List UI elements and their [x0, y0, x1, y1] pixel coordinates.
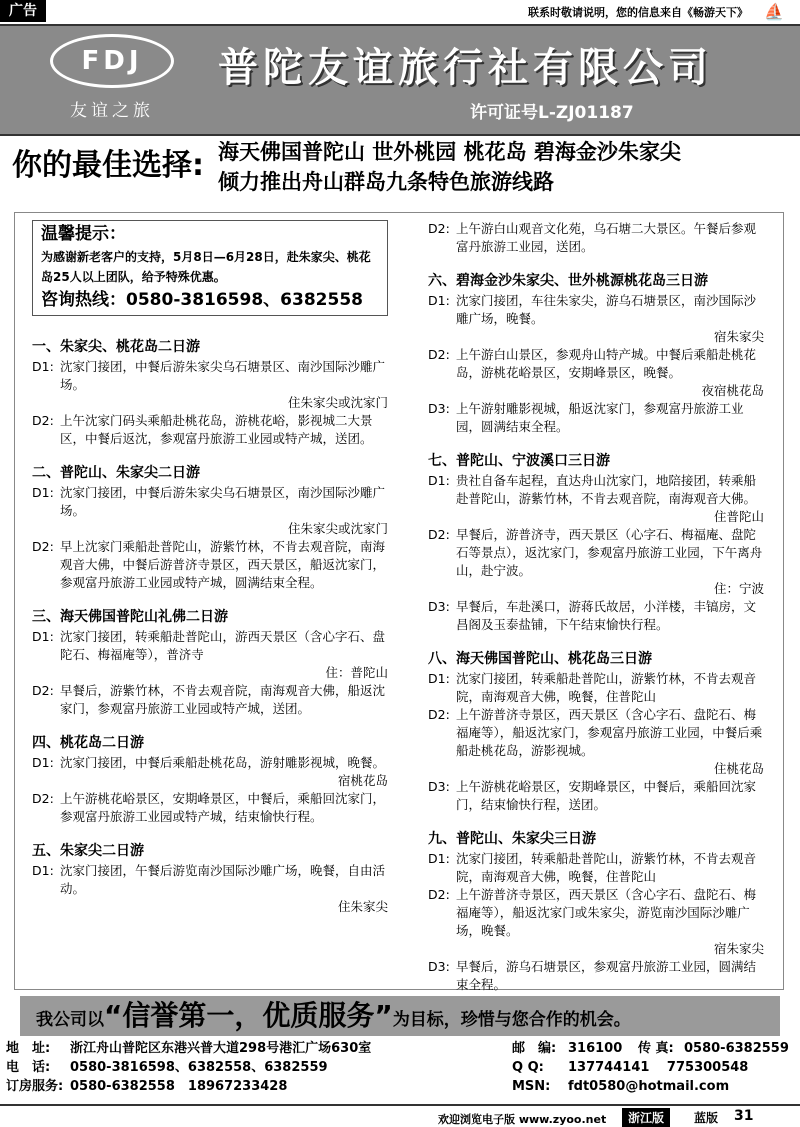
best-choice-heading: 你的最佳选择:: [12, 148, 204, 183]
day-description: 上午游桃花峪景区，安期峰景区，中餐后，乘船回沈家门，参观富丹旅游工业园或特产城，结束愉快行程。: [60, 791, 386, 824]
day-text: [456, 706, 764, 778]
slogan-post: 为目标，珍惜与您合作的机会。: [392, 1010, 631, 1030]
day-label: D1:: [428, 671, 450, 686]
company-logo: [42, 30, 182, 130]
day-description: 沈家门接团，中餐后游朱家尖乌石塘景区、南沙国际沙雕广场。: [60, 359, 386, 392]
day-text: [456, 292, 764, 346]
contact-row: [6, 1077, 794, 1096]
notice-box: [32, 220, 388, 316]
itinerary-day: [428, 670, 764, 706]
company-name: 普陀友谊旅行社有限公司: [218, 45, 713, 91]
day-text: [60, 790, 388, 826]
booking: 0580-6382558 18967233428: [70, 1079, 288, 1094]
left-route-list: [32, 338, 388, 916]
day-text: [60, 484, 388, 538]
day-text: [60, 628, 388, 682]
day-description: 上午游普济寺景区，西天景区（含心字石、盘陀石、梅福庵等），船返沈家门或朱家尖，游览南沙国际沙雕广场，晚餐。: [456, 887, 757, 938]
day-label: D1:: [32, 629, 54, 644]
accommodation: 住朱家尖: [337, 899, 388, 914]
itinerary-day: [32, 538, 388, 592]
routes-line: 倾力推出舟山群岛九条特色旅游线路: [218, 170, 554, 194]
booking-label: 订房服务:: [6, 1079, 64, 1094]
itinerary-day: [428, 598, 764, 634]
day-text: [456, 886, 764, 958]
day-text: [456, 220, 764, 256]
zip-label: 邮 编:: [512, 1041, 557, 1056]
slogan-bar: [20, 996, 780, 1036]
day-description: 上午游普济寺景区，西天景区（含心字石、盘陀石、梅福庵等），船返沈家门，参观富丹旅游工业园，中餐后乘船赴桃花岛，游影视城。: [456, 707, 763, 758]
day-label: D2:: [32, 791, 54, 806]
route-title: 八、海天佛国普陀山、桃花岛三日游: [428, 651, 652, 667]
day-description: 沈家门接团，中餐后游朱家尖乌石塘景区，南沙国际沙雕广场。: [60, 485, 386, 518]
accommodation: 住普陀山: [713, 509, 764, 524]
day-label: D2:: [32, 683, 54, 698]
accommodation: 住：普陀山: [325, 665, 388, 680]
itinerary-day: [428, 886, 764, 958]
route-block: [428, 220, 764, 256]
day-description: 早餐后，车赴溪口，游蒋氏故居，小洋楼，丰镐房，文昌阁及玉泰盐铺，下午结束愉快行程。: [456, 599, 757, 632]
day-description: 沈家门接团，午餐后游览南沙国际沙雕广场，晚餐，自由活动。: [60, 863, 386, 896]
route-title: 三、海天佛国普陀山礼佛二日游: [32, 609, 228, 625]
day-description: 沈家门接团，转乘船赴普陀山，游紫竹林，不肯去观音院，南海观音大佛，晚餐，住普陀山: [456, 851, 757, 884]
accommodation: 住朱家尖或沈家门: [287, 521, 388, 536]
route-title: 四、桃花岛二日游: [32, 735, 144, 751]
page-number: 31: [734, 1108, 754, 1124]
route-block: [428, 830, 764, 994]
itinerary-day: [428, 850, 764, 886]
qq-label: Q Q:: [512, 1060, 544, 1075]
hotline-label: 咨询热线：: [41, 290, 126, 310]
day-description: 上午游白山观音文化苑，乌石塘二大景区。午餐后参观富丹旅游工业园，送团。: [456, 221, 757, 254]
itinerary-day: [32, 358, 388, 412]
address: 浙江舟山普陀区东港兴普大道298号港汇广场630室: [70, 1041, 372, 1056]
day-description: 上午游射雕影视城，船返沈家门，参观富丹旅游工业园，圆满结束全程。: [456, 401, 744, 434]
slogan-pre: 我公司以: [36, 1010, 104, 1030]
accommodation: 住桃花岛: [713, 761, 764, 776]
notice-title: 温馨提示：: [41, 224, 126, 244]
day-text: [60, 412, 388, 448]
day-text: [60, 754, 388, 790]
route-title: 六、碧海金沙朱家尖、世外桃源桃花岛三日游: [428, 273, 708, 289]
logo-oval: FDJ: [50, 34, 174, 88]
day-text: [456, 670, 764, 706]
day-description: 早餐后，游乌石塘景区，参观富丹旅游工业园，圆满结束全程。: [456, 959, 757, 992]
slogan-quote-2: 优质服务”: [262, 999, 393, 1032]
zip: 316100: [568, 1041, 623, 1056]
source-notice: 联系时敬请说明，您的信息来自《畅游天下》: [528, 6, 748, 19]
accommodation: 夜宿桃花岛: [701, 383, 764, 398]
msn: fdt0580@hotmail.com: [568, 1079, 730, 1094]
route-title: 五、朱家尖二日游: [32, 843, 144, 859]
day-label: D1:: [32, 863, 54, 878]
route-block: [32, 734, 388, 826]
itinerary-day: [32, 484, 388, 538]
itinerary-day: [428, 292, 764, 346]
right-route-list: [428, 220, 764, 994]
day-description: 沈家门接团，转乘船赴普陀山，游紫竹林，不肯去观音院，南海观音大佛，晚餐，住普陀山: [456, 671, 757, 704]
accommodation: 宿桃花岛: [337, 773, 388, 788]
itinerary-day: [428, 526, 764, 598]
itinerary-day: [428, 706, 764, 778]
notice-text: 为感谢新老客户的支持，5月8日—6月28日，赴朱家尖、桃花岛25人以上团队，给予特殊优惠。: [41, 250, 371, 284]
route-title: 九、普陀山、朱家尖三日游: [428, 831, 596, 847]
route-block: [32, 464, 388, 592]
day-label: D1:: [32, 755, 54, 770]
day-label: D2:: [32, 539, 54, 554]
hotline: [41, 291, 381, 309]
route-block: [428, 272, 764, 436]
day-description: 沈家门接团，转乘船赴普陀山，游西天景区（含心字石、盘陀石、梅福庵等），普济寺: [60, 629, 386, 662]
day-description: 早餐后，游普济寺，西天景区（心字石、梅福庵、盘陀石等景点），返沈家门，参观富丹旅游工业园，下午离舟山，赴宁波。: [456, 527, 763, 578]
accommodation: 住：宁波: [713, 581, 764, 596]
fax-label: 传 真:: [638, 1041, 674, 1056]
route-title: 七、普陀山、宁波溪口三日游: [428, 453, 610, 469]
day-text: [60, 358, 388, 412]
contact-row: [6, 1039, 794, 1058]
itinerary-day: [428, 472, 764, 526]
itinerary-day: [32, 628, 388, 682]
itinerary-day: [428, 958, 764, 994]
route-title: 一、朱家尖、桃花岛二日游: [32, 339, 200, 355]
day-text: [456, 472, 764, 526]
logo-subtitle: 友谊之旅: [70, 101, 154, 121]
day-text: [456, 526, 764, 598]
route-block: [32, 338, 388, 448]
right-column: [428, 220, 764, 1010]
day-description: 上午沈家门码头乘船赴桃花岛，游桃花峪，影视城二大景区，中餐后返沈，参观富丹旅游工业园或特产城，送团。: [60, 413, 373, 446]
day-description: 早餐后，游紫竹林，不肯去观音院，南海观音大佛，船返沈家门，参观富丹旅游工业园或特产城，送团。: [60, 683, 386, 716]
day-label: D2:: [428, 527, 450, 542]
day-label: D3:: [428, 599, 450, 614]
fax: 0580-6382559: [684, 1041, 789, 1056]
page-footer: [0, 1104, 800, 1127]
day-description: 贵社自备车起程，直达舟山沈家门，地陪接团，转乘船赴普陀山，游紫竹林，不肯去观音院，南海观音大佛。: [456, 473, 757, 506]
edition-badge: 浙江版: [622, 1108, 670, 1127]
contact-block: [6, 1036, 794, 1102]
day-description: 上午游白山景区，参观舟山特产城。中餐后乘船赴桃花岛，游桃花峪景区，安期峰景区，晚餐。: [456, 347, 757, 380]
day-text: [456, 598, 764, 634]
route-block: [428, 452, 764, 634]
day-description: 早上沈家门乘船赴普陀山，游紫竹林，不肯去观音院，南海观音大佛，中餐后游普济寺景区，西天景区，船返沈家门，参观富丹旅游工业园或特产城，圆满结束全程。: [60, 539, 386, 590]
top-bar: [0, 0, 800, 24]
day-label: D1:: [428, 473, 450, 488]
day-label: D3:: [428, 959, 450, 974]
itinerary-day: [428, 220, 764, 256]
itinerary-day: [32, 862, 388, 916]
magazine-logo-icon: ⛵: [764, 2, 784, 21]
day-text: [60, 538, 388, 592]
day-text: [456, 778, 764, 814]
day-description: 上午游桃花峪景区，安期峰景区，中餐后，乘船回沈家门，结束愉快行程，送团。: [456, 779, 757, 812]
accommodation: 住朱家尖或沈家门: [287, 395, 388, 410]
itinerary-day: [32, 412, 388, 448]
itinerary-day: [428, 400, 764, 436]
route-block: [428, 650, 764, 814]
license-number: 许可证号L-ZJ01187: [470, 103, 634, 123]
itinerary-day: [428, 778, 764, 814]
itinerary-day: [32, 682, 388, 718]
itinerary-day: [32, 790, 388, 826]
ad-tag: 广告: [0, 0, 46, 22]
hotline-number: 0580-3816598、6382558: [126, 290, 363, 310]
destinations-line: 海天佛国普陀山 世外桃园 桃花岛 碧海金沙朱家尖: [218, 140, 681, 164]
day-text: [456, 400, 764, 436]
color-edition: 蓝版: [694, 1111, 719, 1125]
day-description: 沈家门接团，车往朱家尖，游乌石塘景区，南沙国际沙雕广场，晚餐。: [456, 293, 757, 326]
route-title: 二、普陀山、朱家尖二日游: [32, 465, 200, 481]
day-label: D1:: [32, 485, 54, 500]
day-label: D1:: [32, 359, 54, 374]
website-link[interactable]: 欢迎浏览电子版 www.zyoo.net: [438, 1113, 607, 1126]
day-text: [60, 682, 388, 718]
day-text: [456, 850, 764, 886]
day-label: D3:: [428, 779, 450, 794]
day-label: D2:: [428, 887, 450, 902]
route-block: [32, 842, 388, 916]
address-label: 地 址:: [6, 1041, 51, 1056]
day-label: D1:: [428, 293, 450, 308]
day-text: [60, 862, 388, 916]
tel: 0580-3816598、6382558、6382559: [70, 1060, 328, 1075]
day-text: [456, 958, 764, 994]
day-label: D3:: [428, 401, 450, 416]
msn-label: MSN:: [512, 1079, 551, 1094]
day-label: D2:: [428, 221, 450, 236]
accommodation: 宿朱家尖: [713, 941, 764, 956]
day-label: D2:: [428, 707, 450, 722]
itinerary-day: [32, 754, 388, 790]
day-label: D2:: [32, 413, 54, 428]
contact-row: [6, 1058, 794, 1077]
day-text: [456, 346, 764, 400]
accommodation: 宿朱家尖: [713, 329, 764, 344]
tel-label: 电 话:: [6, 1060, 51, 1075]
day-description: 沈家门接团，中餐后乘船赴桃花岛，游射雕影视城，晚餐。: [60, 755, 386, 770]
slogan-quote-1: “信誉第一，: [104, 999, 263, 1032]
route-block: [32, 608, 388, 718]
itinerary-day: [428, 346, 764, 400]
day-label: D2:: [428, 347, 450, 362]
day-label: D1:: [428, 851, 450, 866]
qq: 137744141 775300548: [568, 1060, 749, 1075]
left-column: [32, 220, 388, 932]
